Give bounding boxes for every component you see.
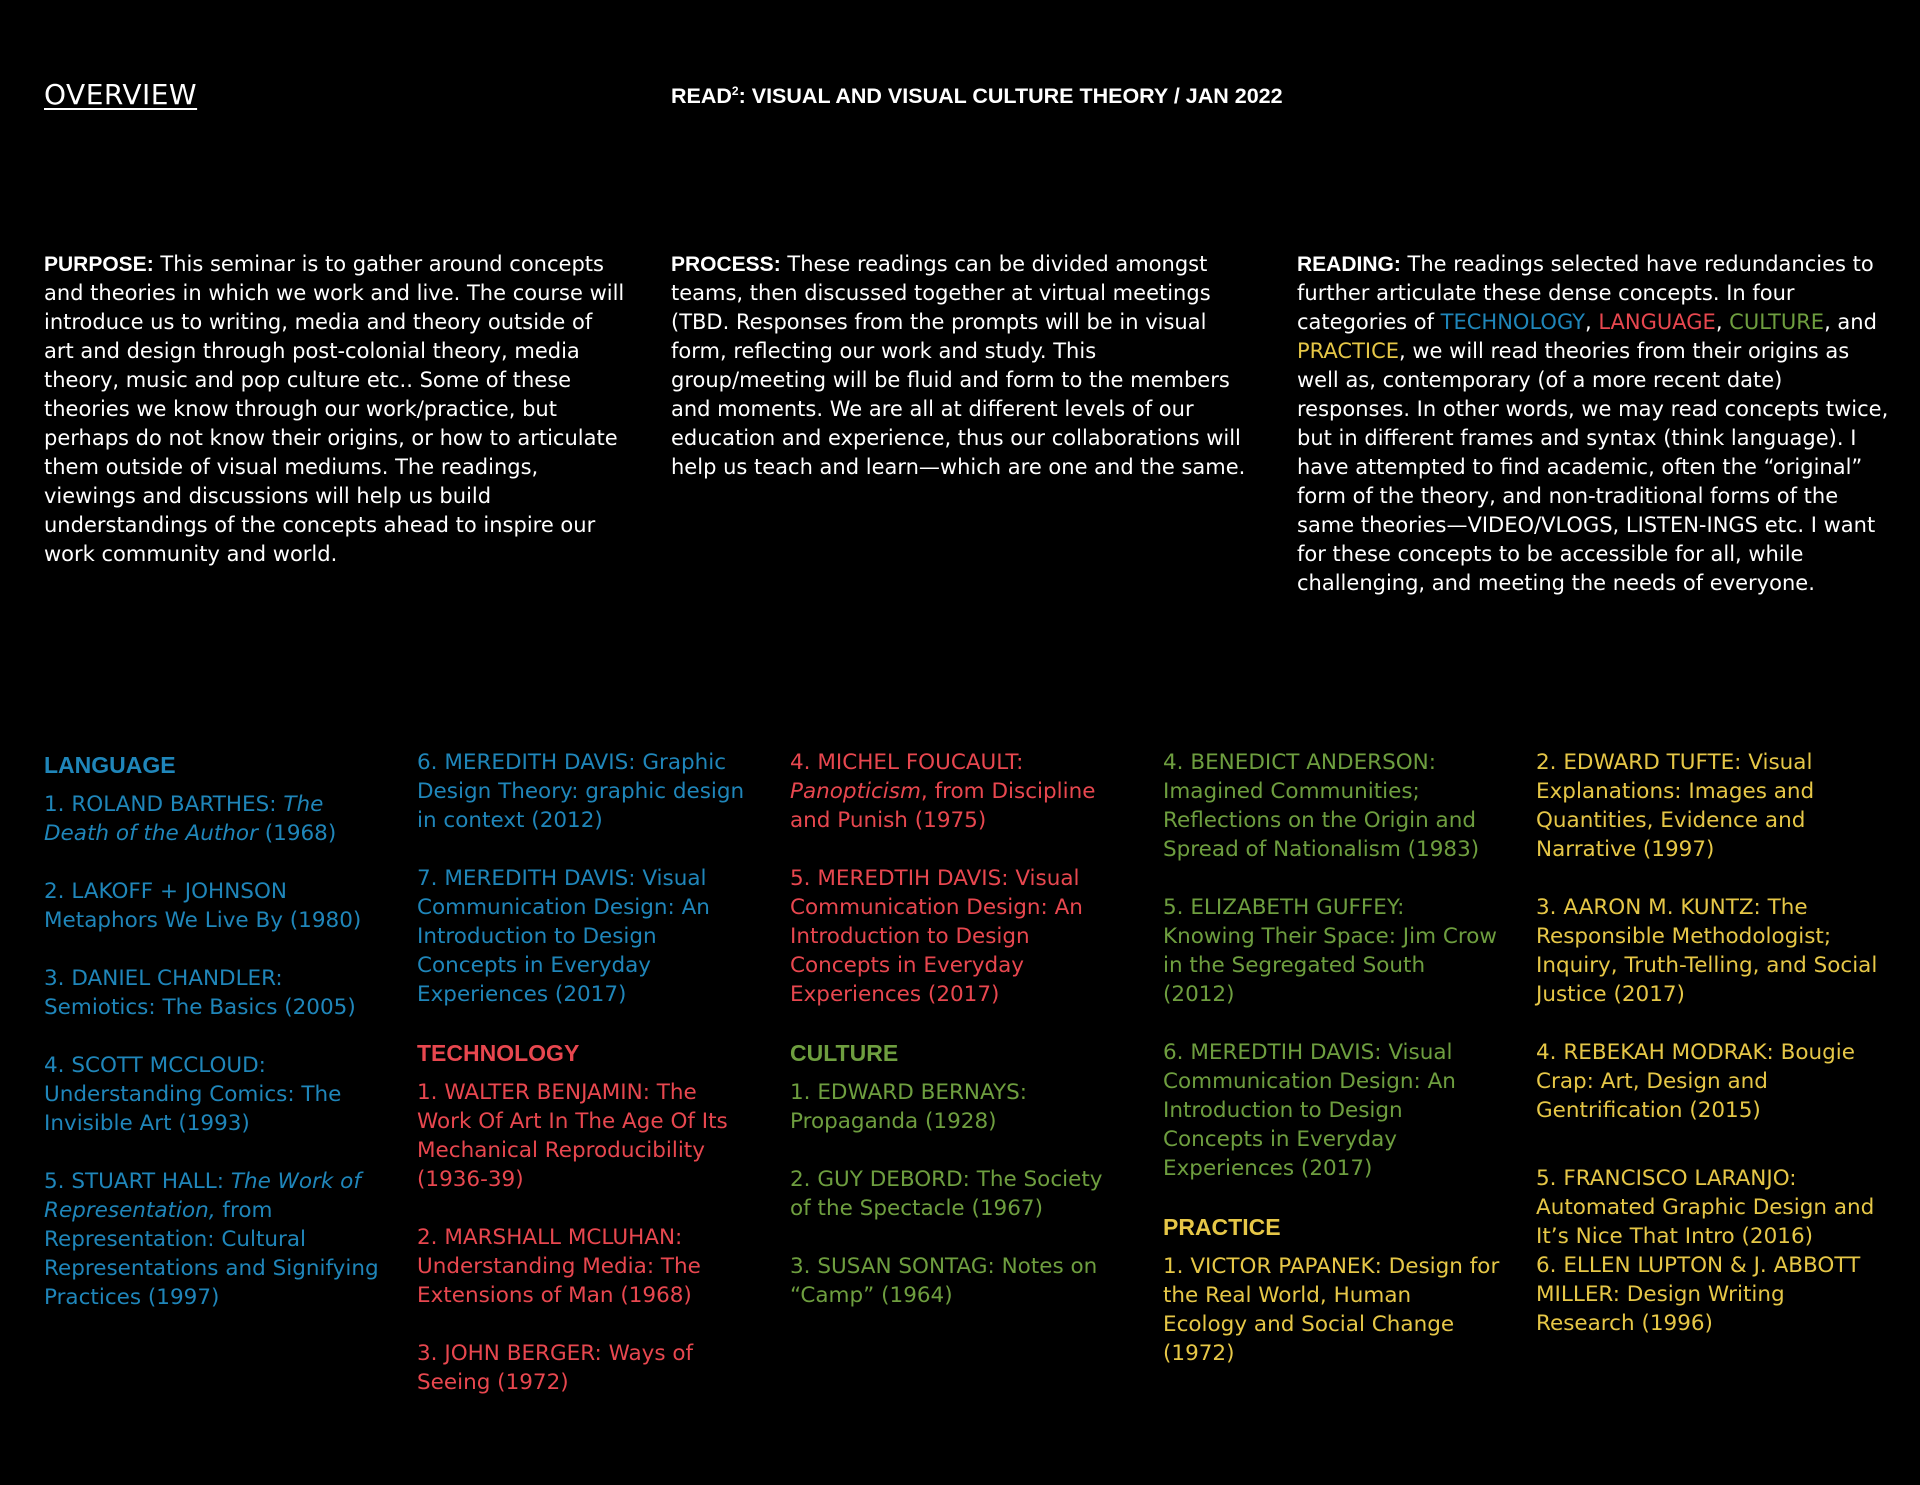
reading-item: 2. MARSHALL MCLUHAN: Understanding Media: The Extensions of Man (1968) xyxy=(417,1225,701,1308)
process-text: These readings can be divided amongst teams, then discussed together at virtual meetings (TBD. Responses from the prompts will be in visual form, reflecting our work and study. This group/meeting will be fluid and form to the members and moments. We are all at different levels of our education and experience, thus our collaborations will help us teach and learn—which are one and the same. xyxy=(671,252,1246,479)
reading-item: 2. EDWARD TUFTE: Visual Explanations: Images and Quantities, Evidence and Narrative (1997) xyxy=(1536,750,1815,862)
reading-item: 1. WALTER BENJAMIN: The Work Of Art In The Age Of Its Mechanical Reproducibility (1936-39) xyxy=(417,1080,728,1192)
reading-item: 3. SUSAN SONTAG: Notes on “Camp” (1964) xyxy=(790,1254,1098,1308)
reading-item: 4. MICHEL FOUCAULT: Panopticism, from Discipline and Punish (1975) xyxy=(790,750,1096,833)
purpose-paragraph xyxy=(44,250,626,569)
purpose-label: PURPOSE: xyxy=(44,253,154,276)
reading-item: 7. MEREDITH DAVIS: Visual Communication Design: An Introduction to Design Concepts in Everyday Experiences (2017) xyxy=(417,866,710,1007)
reading-text-1: The readings selected have redundancies to further articulate these dense concepts. In four categories of xyxy=(1297,252,1874,334)
reading-item: 4. BENEDICT ANDERSON: Imagined Communities; Reflections on the Origin and Spread of Nationalism (1983) xyxy=(1163,750,1480,862)
reading-item: 5. MEREDTIH DAVIS: Visual Communication Design: An Introduction to Design Concepts in Everyday Experiences (2017) xyxy=(790,866,1083,1007)
reading-item: 5. ELIZABETH GUFFEY: Knowing Their Space: Jim Crow in the Segregated South (2012) xyxy=(1163,895,1497,1007)
title-suffix: : VISUAL AND VISUAL CULTURE THEORY / JAN 2022 xyxy=(738,84,1283,109)
reading-text-4: , and xyxy=(1824,310,1877,334)
reading-item: 6. MEREDTIH DAVIS: Visual Communication Design: An Introduction to Design Concepts in Everyday Experiences (2017) xyxy=(1163,1040,1456,1181)
reading-item: 5. STUART HALL: The Work of Representation, from Representation: Cultural Representations and Signifying Practices (1997) xyxy=(44,1169,379,1310)
process-paragraph xyxy=(671,250,1253,482)
title-prefix: READ xyxy=(671,84,732,109)
reading-column-2 xyxy=(417,748,755,1426)
reading-item: 1. VICTOR PAPANEK: Design for the Real World, Human Ecology and Social Change (1972) xyxy=(1163,1254,1500,1366)
reading-item: 3. DANIEL CHANDLER: Semiotics: The Basics (2005) xyxy=(44,966,356,1020)
category-language-title: LANGUAGE xyxy=(44,752,176,778)
reading-item: 4. REBEKAH MODRAK: Bougie Crap: Art, Design and Gentrification (2015) xyxy=(1536,1040,1855,1123)
reading-column-1 xyxy=(44,750,382,1341)
reading-item: 2. GUY DEBORD: The Society of the Spectacle (1967) xyxy=(790,1167,1103,1221)
reading-item: 3. AARON M. KUNTZ: The Responsible Methodologist; Inquiry, Truth-Telling, and Social Justice (2017) xyxy=(1536,895,1878,1007)
keyword-practice: PRACTICE xyxy=(1297,339,1400,363)
reading-item: 6. ELLEN LUPTON & J. ABBOTT MILLER: Design Writing Research (1996) xyxy=(1536,1253,1861,1336)
reading-label: READING: xyxy=(1297,253,1401,276)
process-label: PROCESS: xyxy=(671,253,781,276)
reading-item: 1. ROLAND BARTHES: The Death of the Author (1968) xyxy=(44,792,337,846)
reading-item: 5. FRANCISCO LARANJO: Automated Graphic Design and It’s Nice That Intro (2016) xyxy=(1536,1166,1875,1249)
reading-item: 3. JOHN BERGER: Ways of Seeing (1972) xyxy=(417,1341,694,1395)
title-superscript: 2 xyxy=(731,84,739,98)
reading-paragraph xyxy=(1297,250,1889,598)
category-technology-title: TECHNOLOGY xyxy=(417,1040,580,1066)
reading-text-2: , xyxy=(1585,310,1599,334)
reading-column-5 xyxy=(1536,748,1886,1338)
category-practice-title: PRACTICE xyxy=(1163,1214,1281,1240)
reading-item: 2. LAKOFF + JOHNSON Metaphors We Live By (1980) xyxy=(44,879,362,933)
reading-item: 6. MEREDITH DAVIS: Graphic Design Theory: graphic design in context (2012) xyxy=(417,750,745,833)
reading-column-3 xyxy=(790,748,1128,1339)
overview-heading[interactable]: OVERVIEW xyxy=(44,78,198,111)
reading-text-5: , we will read theories from their origins as well as, contemporary (of a more recent date) responses. In other words, we may read concepts twice, but in different frames and syntax (think language). I have attempted to find academic, often the “original” form of the theory, and non-traditional forms of the same theories—VIDEO/VLOGS, LISTEN-INGS etc. I want for these concepts to be accessible for all, while challenging, and meeting the needs of everyone. xyxy=(1297,339,1889,595)
reading-column-4 xyxy=(1163,748,1501,1397)
purpose-text: This seminar is to gather around concepts and theories in which we work and live. The course will introduce us to writing, media and theory outside of art and design through post-colonial theory, media theory, music and pop culture etc.. Some of these theories we know through our work/practice, but perhaps do not know their origins, or how to articulate them outside of visual mediums. The readings, viewings and discussions will help us build understandings of the concepts ahead to inspire our work community and world. xyxy=(44,252,625,566)
keyword-culture: CULTURE xyxy=(1729,310,1825,334)
category-culture-title: CULTURE xyxy=(790,1040,899,1066)
keyword-technology: TECHNOLOGY xyxy=(1440,310,1585,334)
reading-item: 4. SCOTT MCCLOUD: Understanding Comics: The Invisible Art (1993) xyxy=(44,1053,342,1136)
keyword-language: LANGUAGE xyxy=(1598,310,1716,334)
reading-text-3: , xyxy=(1715,310,1730,334)
reading-item: 1. EDWARD BERNAYS: Propaganda (1928) xyxy=(790,1080,1028,1134)
page-title xyxy=(671,84,1283,109)
